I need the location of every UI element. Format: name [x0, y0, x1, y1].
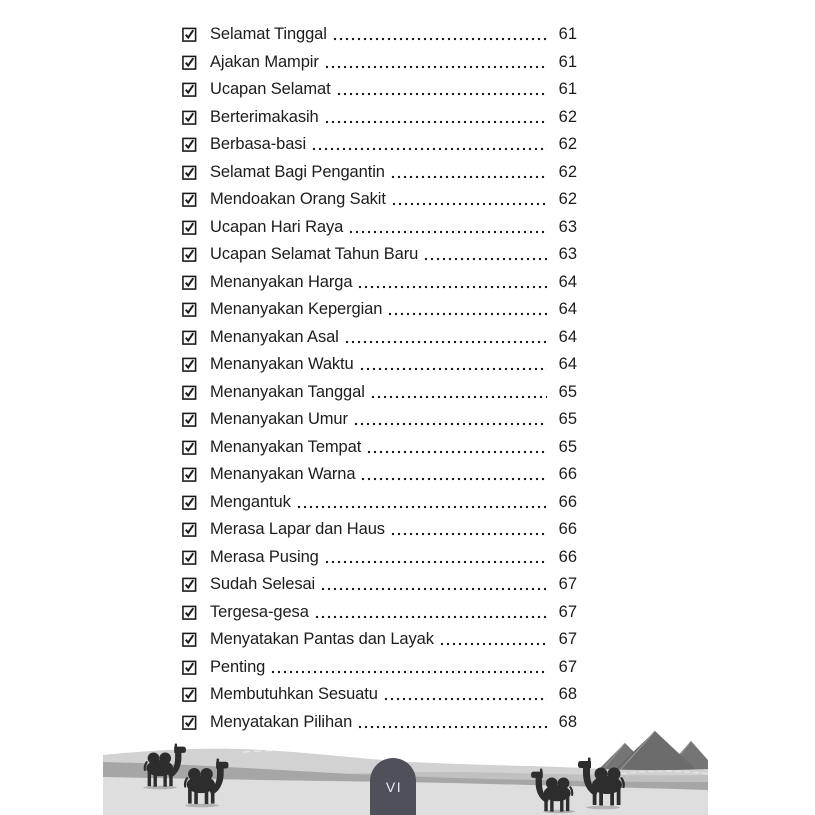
toc-entry-title: Ucapan Selamat Tahun Baru [210, 245, 419, 264]
toc-entry-row [182, 626, 577, 654]
checked-checkbox-icon [182, 660, 197, 675]
dotted-leader [314, 599, 547, 627]
dotted-leader [391, 186, 547, 214]
toc-entry-page-number: 62 [558, 135, 577, 154]
toc-entry-page-number: 67 [558, 575, 577, 594]
dotted-leader [270, 654, 547, 682]
checked-checkbox-icon [182, 192, 197, 207]
checked-checkbox-icon [182, 220, 197, 235]
toc-entry-title: Menanyakan Tempat [210, 437, 362, 456]
toc-entry-page-number: 66 [558, 547, 577, 566]
toc-entry-row [182, 571, 577, 599]
toc-entry-row [182, 49, 577, 77]
toc-entry-row [182, 544, 577, 572]
dotted-leader [324, 49, 547, 77]
toc-entry-page-number: 66 [558, 520, 577, 539]
dotted-leader [296, 489, 547, 517]
toc-entry-title: Berbasa-basi [210, 135, 307, 154]
page-number-tab [370, 758, 416, 815]
toc-entry-page-number: 67 [558, 657, 577, 676]
toc-entry-row [182, 379, 577, 407]
toc-entry-page-number: 65 [558, 410, 577, 429]
toc-entry-page-number: 62 [558, 162, 577, 181]
dotted-leader [357, 269, 547, 297]
checked-checkbox-icon [182, 522, 197, 537]
toc-entry-title: Sudah Selesai [210, 575, 316, 594]
checked-checkbox-icon [182, 275, 197, 290]
checked-checkbox-icon [182, 165, 197, 180]
toc-entry-title: Mengantuk [210, 492, 291, 511]
toc-entry-row [182, 269, 577, 297]
dotted-leader [359, 351, 547, 379]
toc-entry-title: Menanyakan Asal [210, 327, 339, 346]
toc-entry-row [182, 461, 577, 489]
toc-entry-title: Penting [210, 657, 266, 676]
dotted-leader [370, 379, 547, 407]
dotted-leader [360, 461, 547, 489]
dotted-leader [353, 406, 547, 434]
dotted-leader [390, 516, 547, 544]
toc-entry-title: Mendoakan Orang Sakit [210, 190, 386, 209]
toc-entry-title: Tergesa-gesa [210, 602, 309, 621]
toc-entry-title: Menyatakan Pantas dan Layak [210, 630, 434, 649]
checked-checkbox-icon [182, 687, 197, 702]
toc-entry-title: Membutuhkan Sesuatu [210, 685, 378, 704]
toc-entry-title: Berterimakasih [210, 107, 319, 126]
toc-entry-row [182, 241, 577, 269]
dotted-leader [332, 21, 547, 49]
toc-entry-title: Menyatakan Pilihan [210, 712, 353, 731]
page-number-label: VI [385, 778, 403, 795]
dotted-leader [324, 544, 547, 572]
toc-entry-title: Ajakan Mampir [210, 52, 319, 71]
toc-entry-row [182, 489, 577, 517]
dotted-leader [387, 296, 547, 324]
dotted-leader [383, 681, 547, 709]
toc-entry-page-number: 67 [558, 630, 577, 649]
dotted-leader [336, 76, 547, 104]
toc-entry-page-number: 66 [558, 465, 577, 484]
toc-entry-row [182, 76, 577, 104]
toc-entry-row [182, 131, 577, 159]
dotted-leader [366, 434, 547, 462]
checked-checkbox-icon [182, 467, 197, 482]
dotted-leader [311, 131, 547, 159]
toc-entry-page-number: 63 [558, 217, 577, 236]
toc-entry-page-number: 66 [558, 492, 577, 511]
dotted-leader [439, 626, 547, 654]
toc-entry-row [182, 104, 577, 132]
toc-entry-title: Menanyakan Kepergian [210, 300, 383, 319]
toc-entry-row [182, 599, 577, 627]
checked-checkbox-icon [182, 357, 197, 372]
toc-entry-row [182, 159, 577, 187]
checked-checkbox-icon [182, 495, 197, 510]
checked-checkbox-icon [182, 385, 197, 400]
toc-entry-title: Merasa Pusing [210, 547, 319, 566]
toc-entry-title: Merasa Lapar dan Haus [210, 520, 385, 539]
checked-checkbox-icon [182, 137, 197, 152]
toc-entry-title: Menanyakan Warna [210, 465, 356, 484]
toc-entry-page-number: 65 [558, 382, 577, 401]
dotted-leader [348, 214, 547, 242]
dotted-leader [423, 241, 547, 269]
checked-checkbox-icon [182, 412, 197, 427]
toc-entry-title: Menanyakan Tanggal [210, 382, 365, 401]
toc-list [182, 21, 577, 736]
checked-checkbox-icon [182, 302, 197, 317]
toc-entry-page-number: 64 [558, 327, 577, 346]
toc-entry-page-number: 65 [558, 437, 577, 456]
toc-entry-page-number: 67 [558, 602, 577, 621]
toc-entry-page-number: 61 [558, 25, 577, 44]
toc-entry-row [182, 296, 577, 324]
toc-entry-title: Menanyakan Waktu [210, 355, 354, 374]
toc-entry-title: Selamat Tinggal [210, 25, 327, 44]
toc-entry-page-number: 68 [558, 712, 577, 731]
toc-entry-row [182, 324, 577, 352]
checked-checkbox-icon [182, 550, 197, 565]
checked-checkbox-icon [182, 440, 197, 455]
toc-entry-row [182, 434, 577, 462]
checked-checkbox-icon [182, 577, 197, 592]
dotted-leader [390, 159, 547, 187]
toc-entry-title: Ucapan Hari Raya [210, 217, 344, 236]
toc-entry-page-number: 61 [558, 80, 577, 99]
toc-entry-title: Menanyakan Umur [210, 410, 348, 429]
checked-checkbox-icon [182, 27, 197, 42]
dotted-leader [344, 324, 547, 352]
toc-entry-title: Selamat Bagi Pengantin [210, 162, 385, 181]
toc-entry-page-number: 64 [558, 355, 577, 374]
toc-entry-page-number: 62 [558, 107, 577, 126]
toc-entry-title: Menanyakan Harga [210, 272, 353, 291]
dotted-leader [320, 571, 547, 599]
dotted-leader [324, 104, 547, 132]
toc-entry-page-number: 63 [558, 245, 577, 264]
toc-entry-row [182, 21, 577, 49]
toc-entry-row [182, 351, 577, 379]
toc-entry-page-number: 64 [558, 300, 577, 319]
toc-entry-page-number: 62 [558, 190, 577, 209]
checked-checkbox-icon [182, 82, 197, 97]
toc-entry-page-number: 68 [558, 685, 577, 704]
toc-entry-row [182, 654, 577, 682]
checked-checkbox-icon [182, 110, 197, 125]
checked-checkbox-icon [182, 632, 197, 647]
checked-checkbox-icon [182, 247, 197, 262]
toc-entry-page-number: 61 [558, 52, 577, 71]
checked-checkbox-icon [182, 605, 197, 620]
checked-checkbox-icon [182, 55, 197, 70]
toc-entry-row [182, 214, 577, 242]
toc-entry-row [182, 681, 577, 709]
toc-entry-page-number: 64 [558, 272, 577, 291]
toc-entry-title: Ucapan Selamat [210, 80, 331, 99]
toc-entry-row [182, 516, 577, 544]
checked-checkbox-icon [182, 330, 197, 345]
toc-entry-row [182, 406, 577, 434]
toc-entry-row [182, 186, 577, 214]
